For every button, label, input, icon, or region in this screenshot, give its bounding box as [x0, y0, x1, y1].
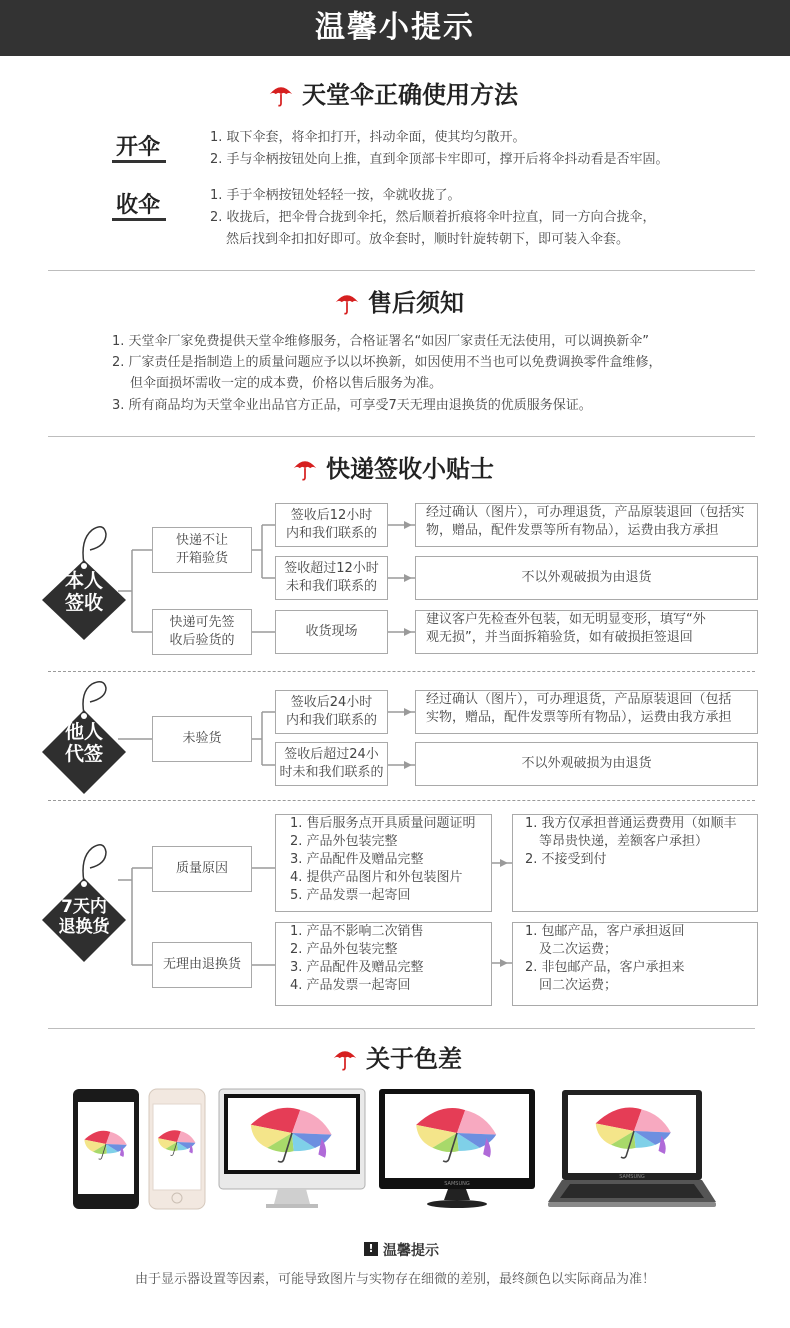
- self-cond1-sub2-line-2: 未和我们联系的: [285, 579, 377, 594]
- proxy-sub1-line-2: 内和我们联系的: [285, 713, 377, 728]
- open-label: 开伞: [116, 135, 161, 160]
- return-cond1-box: 质量原因: [152, 846, 252, 892]
- self-cond1-res1-line-2: 物，赠品，配件发票等所有物品），运费由我方承担: [426, 523, 719, 538]
- self-cond1-res2-box: 不以外观破损为由退货: [415, 556, 758, 600]
- proxy-sub1-box: [275, 690, 388, 734]
- samsung-laptop-icon: [546, 1088, 718, 1210]
- self-cond1-sub1-box: [275, 503, 388, 547]
- warning-icon: !: [364, 1242, 378, 1256]
- after-sales-section-title: [334, 286, 464, 320]
- after-sales-line-2: 2. 厂家责任是指制造上的质量问题应予以以坏换新，如因使用不当也可以免费调换零件盒维修，: [112, 355, 662, 370]
- self-cond1-sub2-box: [275, 556, 388, 600]
- self-cond2-box: [152, 609, 252, 655]
- divider-dashed-2: [48, 800, 755, 801]
- self-cond2-line-1: 快递可先签: [169, 615, 235, 630]
- return-tag-line-1: 7天内: [61, 897, 107, 917]
- return-cond2-item-1: 1. 产品不影响二次销售: [290, 924, 424, 939]
- return-cond2-res-line-2: 及二次运费；: [539, 942, 618, 957]
- open-underline: [112, 160, 166, 163]
- divider-2: [48, 436, 755, 437]
- return-cond2-res-box: [512, 922, 758, 1006]
- close-line-1: 1. 手于伞柄按钮处轻轻一按，伞就收拢了。: [210, 188, 461, 203]
- proxy-cond-box: 未验货: [152, 716, 252, 762]
- self-cond1-line-1: 快递不让: [175, 533, 228, 548]
- phone-black-icon: [72, 1088, 140, 1210]
- footer-tip-text: 由于显示器设置等因素，可能导致图片与实物存在细微的差别，最终颜色以实际商品为准！: [134, 1272, 655, 1287]
- red-umbrella-icon: [292, 456, 318, 482]
- red-umbrella-icon: [332, 1046, 358, 1072]
- self-cond1-sub1-line-1: 签收后12小时: [290, 508, 373, 523]
- self-cond1-sub2-line-1: 签收超过12小时: [284, 561, 379, 576]
- self-cond1-box: [152, 527, 252, 573]
- proxy-tag-line-2: 代签: [64, 743, 103, 765]
- self-tag-line-1: 本人: [64, 570, 103, 592]
- return-cond2-box: 无理由退换货: [152, 942, 252, 988]
- footer-tip-title: 温馨提示: [383, 1243, 439, 1259]
- return-cond2-res-line-4: 回二次运费；: [539, 978, 618, 993]
- color-diff-section-title: [332, 1042, 462, 1076]
- self-cond2-res-line-1: 建议客户先检查外包装，如无明显变形，填写“外: [426, 612, 706, 627]
- proxy-sub2-line-1: 签收后超过24小: [284, 747, 379, 762]
- phone-white-icon: [148, 1088, 206, 1210]
- return-cond2-item-3: 3. 产品配件及赠品完整: [290, 960, 424, 975]
- usage-section-title: [268, 78, 518, 112]
- return-cond2-item-4: 4. 产品发票一起寄回: [290, 978, 411, 993]
- return-cond1-item-4: 4. 提供产品图片和外包装图片: [290, 870, 463, 885]
- color-diff-title-text: 关于色差: [366, 1045, 462, 1073]
- self-cond1-res1-box: [415, 503, 758, 547]
- self-cond2-res-line-2: 观无损”，并当面拆箱验货，如有破损拒签退回: [426, 630, 693, 645]
- close-line-3: 然后找到伞扣扣好即可。放伞套时，顺时针旋转朝下，即可装入伞套。: [226, 232, 630, 247]
- usage-title-text: 天堂伞正确使用方法: [302, 81, 518, 109]
- return-cond2-res-line-3: 2. 非包邮产品，客户承担来: [525, 960, 685, 975]
- return-cond1-res-line-1: 1. 我方仅承担普通运费费用（如顺丰: [525, 816, 737, 831]
- divider-3: [48, 1028, 755, 1029]
- return-cond1-item-1: 1. 售后服务点开具质量问题证明: [290, 816, 476, 831]
- red-umbrella-icon: [268, 82, 294, 108]
- banner-title: 温馨小提示: [315, 10, 475, 45]
- self-cond2-res-box: [415, 610, 758, 654]
- return-cond1-item-5: 5. 产品发票一起寄回: [290, 888, 411, 903]
- self-cond2-sub-box: 收货现场: [275, 610, 388, 654]
- after-sales-line-3: 但伞面损坏需收一定的成本费，价格以售后服务为准。: [130, 376, 443, 391]
- proxy-res2-box: 不以外观破损为由退货: [415, 742, 758, 786]
- close-label: 收伞: [116, 193, 161, 218]
- proxy-tag-line-1: 他人: [64, 721, 103, 743]
- return-cond2-list-box: [275, 922, 492, 1006]
- self-cond2-line-2: 收后验货的: [169, 633, 235, 648]
- close-line-2: 2. 收拢后，把伞骨合拢到伞托，然后顺着折痕将伞叶拉直，同一方向合拢伞，: [210, 210, 656, 225]
- open-line-1: 1. 取下伞套，将伞扣打开，抖动伞面，使其均匀散开。: [210, 130, 526, 145]
- return-cond2-item-2: 2. 产品外包装完整: [290, 942, 398, 957]
- proxy-sub1-line-1: 签收后24小时: [290, 695, 373, 710]
- after-sales-title-text: 售后须知: [368, 289, 464, 317]
- open-line-2: 2. 手与伞柄按钮处向上推，直到伞顶部卡牢即可，撑开后将伞抖动看是否牢固。: [210, 152, 669, 167]
- proxy-res1-box: [415, 690, 758, 734]
- proxy-res1-line-2: 实物，赠品，配件发票等所有物品），运费由我方承担: [426, 710, 732, 725]
- return-cond2-res-line-1: 1. 包邮产品，客户承担返回: [525, 924, 685, 939]
- return-tag-line-2: 退换货: [58, 917, 110, 937]
- close-underline: [112, 218, 166, 221]
- return-cond1-res-box: [512, 814, 758, 912]
- after-sales-line-1: 1. 天堂伞厂家免费提供天堂伞维修服务，合格证署名“如因厂家责任无法使用，可以调换新伞”: [112, 334, 650, 349]
- laptop-brand-label: SAMSUNG: [619, 1174, 645, 1180]
- self-cond1-line-2: 开箱验货: [175, 551, 228, 566]
- red-umbrella-icon: [334, 290, 360, 316]
- return-cond1-item-2: 2. 产品外包装完整: [290, 834, 398, 849]
- proxy-sub2-line-2: 时未和我们联系的: [279, 765, 384, 780]
- self-cond1-sub1-line-2: 内和我们联系的: [285, 526, 377, 541]
- after-sales-line-4: 3. 所有商品均为天堂伞业出品官方正品，可享受7天无理由退换货的优质服务保证。: [112, 398, 592, 413]
- return-cond1-res-line-2: 等昂贵快递，差额客户承担）: [539, 834, 709, 849]
- self-tag-line-2: 签收: [64, 592, 103, 614]
- return-cond1-list-box: [275, 814, 492, 912]
- delivery-title-text: 快递签收小贴士: [326, 455, 494, 483]
- return-cond1-res-line-3: 2. 不接受到付: [525, 852, 607, 867]
- return-cond1-item-3: 3. 产品配件及赠品完整: [290, 852, 424, 867]
- divider-dashed-1: [48, 671, 755, 672]
- monitor-brand-label: SAMSUNG: [444, 1181, 470, 1187]
- samsung-monitor-icon: [378, 1088, 536, 1210]
- proxy-sub2-box: [275, 742, 388, 786]
- proxy-res1-line-1: 经过确认（图片），可办理退货，产品原装退回（包括: [426, 692, 732, 707]
- imac-monitor-icon: [218, 1088, 366, 1210]
- self-cond1-res1-line-1: 经过确认（图片），可办理退货，产品原装退回（包括实: [426, 505, 745, 520]
- divider-1: [48, 270, 755, 271]
